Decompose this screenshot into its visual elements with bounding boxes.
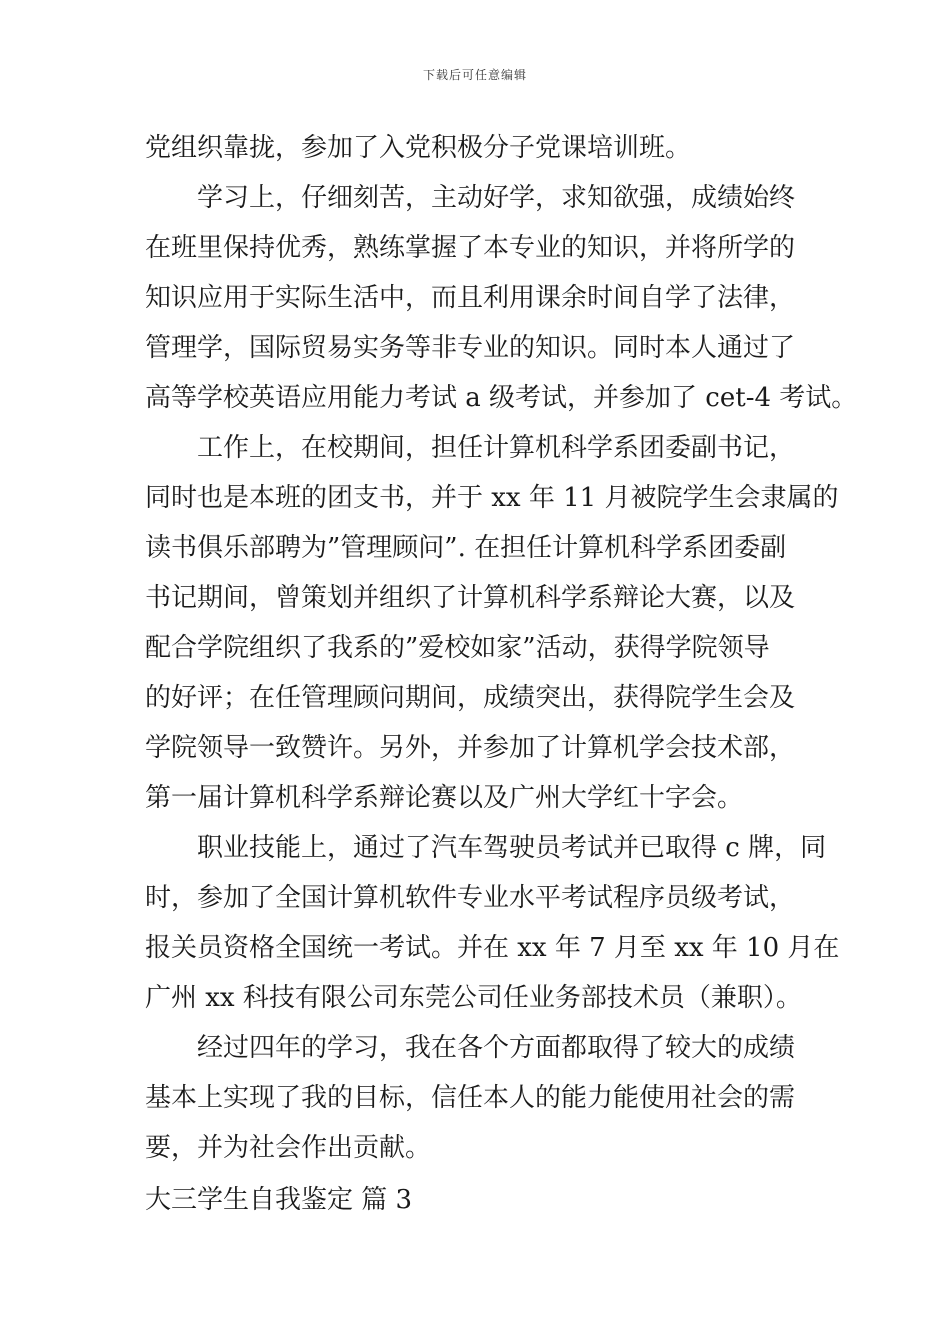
text-line: 报关员资格全国统一考试。并在 xx 年 7 月至 xx 年 10 月在 [145, 933, 840, 963]
text-line: 要，并为社会作出贡献。 [145, 1133, 432, 1163]
text-line: 书记期间，曾策划并组织了计算机科学系辩论大赛，以及 [145, 583, 796, 613]
text-line: 时，参加了全国计算机软件专业水平考试程序员级考试， [145, 883, 796, 913]
text-line: 党组织靠拢，参加了入党积极分子党课培训班。 [145, 133, 692, 163]
text-line: 同时也是本班的团支书，并于 xx 年 11 月被院学生会隶属的 [145, 483, 839, 513]
text-line: 管理学，国际贸易实务等非专业的知识。同时本人通过了 [145, 333, 796, 363]
page-header-note: 下载后可任意编辑 [422, 68, 527, 82]
text-line: 职业技能上，通过了汽车驾驶员考试并已取得 c 牌，同 [197, 833, 827, 863]
text-line: 第一届计算机科学系辩论赛以及广州大学红十字会。 [145, 783, 744, 813]
text-line: 学院领导一致赞许。另外，并参加了计算机学会技术部， [145, 733, 796, 763]
text-line: 知识应用于实际生活中，而且利用课余时间自学了法律， [145, 283, 796, 313]
text-line: 配合学院组织了我系的”爱校如家”活动，获得学院领导 [145, 633, 770, 663]
text-line: 广州 xx 科技有限公司东莞公司任业务部技术员（兼职）。 [145, 983, 802, 1013]
section-heading: 大三学生自我鉴定 篇 3 [145, 1185, 413, 1215]
text-line: 高等学校英语应用能力考试 a 级考试，并参加了 cet-4 考试。 [145, 383, 858, 413]
paragraph-lines [145, 128, 858, 1178]
text-line: 在班里保持优秀，熟练掌握了本专业的知识，并将所学的 [145, 233, 796, 263]
text-line: 工作上，在校期间，担任计算机科学系团委副书记， [197, 433, 796, 463]
text-line: 基本上实现了我的目标，信任本人的能力能使用社会的需 [145, 1083, 796, 1113]
text-line: 经过四年的学习，我在各个方面都取得了较大的成绩 [197, 1033, 796, 1063]
text-line: 的好评；在任管理顾问期间，成绩突出，获得院学生会及 [145, 683, 796, 713]
document-body [145, 128, 858, 1230]
text-line: 学习上，仔细刻苦，主动好学，求知欲强，成绩始终 [197, 183, 796, 213]
text-line: 读书俱乐部聘为”管理顾问”. 在担任计算机科学系团委副 [145, 533, 787, 563]
